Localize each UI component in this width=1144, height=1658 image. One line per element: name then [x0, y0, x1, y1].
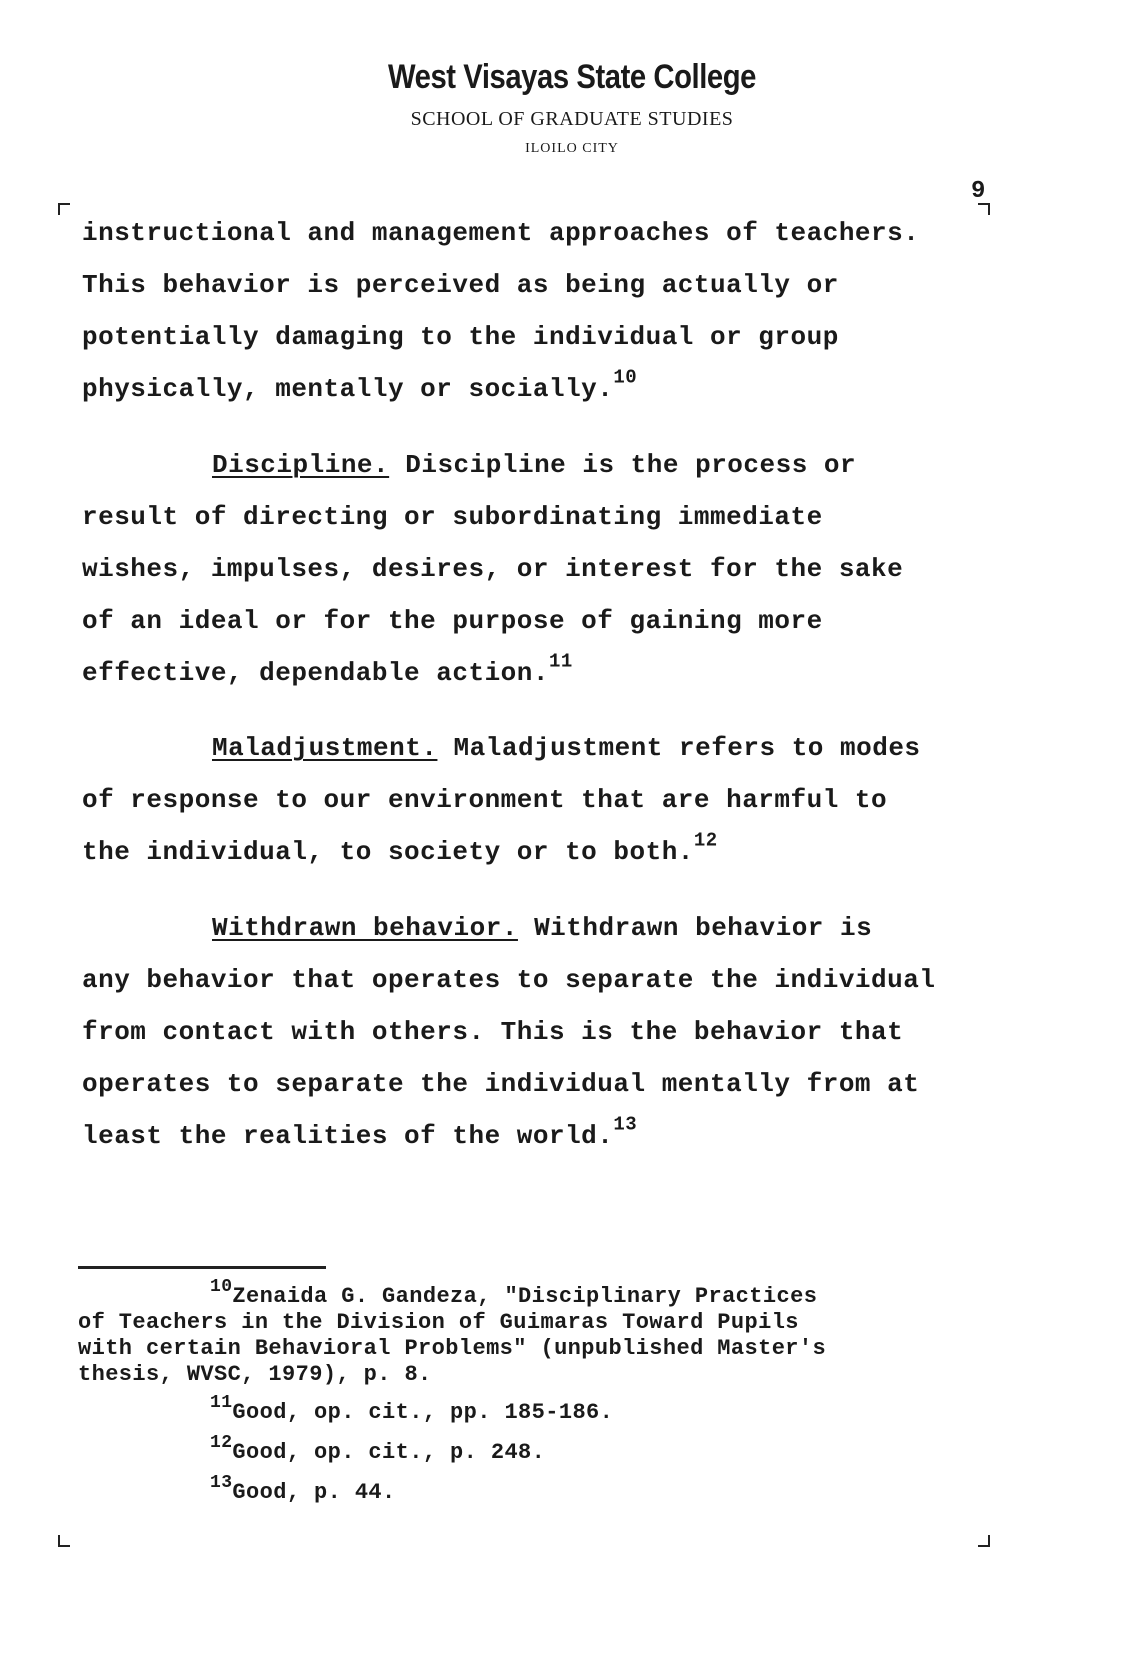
body-line: any behavior that operates to separate the individual — [82, 965, 936, 995]
body-line: from contact with others. This is the behavior that — [82, 1017, 904, 1047]
crop-mark-top-left — [58, 203, 70, 215]
footnote-ref: 12 — [693, 829, 718, 852]
footnote-11: $^{11}$Good, op. cit., pp. 185-186. — [210, 1393, 614, 1425]
school-name: SCHOOL OF GRADUATE STUDIES — [410, 108, 734, 130]
body-line: This behavior is perceived as being actually or — [82, 270, 839, 300]
footnote-ref: 10 — [613, 366, 638, 389]
body-line: instructional and management approaches of teachers. — [82, 218, 920, 248]
footnote-ref: 13 — [613, 1113, 638, 1136]
footnote-line: with certain Behavioral Problems" (unpublished Master's — [78, 1336, 827, 1361]
body-line: least the realities of the world.$^{13}$ — [82, 1113, 638, 1151]
footnote-line: of Teachers in the Division of Guimaras Toward Pupils — [78, 1310, 799, 1335]
body-line: result of directing or subordinating immediate — [82, 502, 823, 532]
term-heading-withdrawn-behavior: Withdrawn behavior. — [212, 913, 518, 943]
body-line: operates to separate the individual mentally from at — [82, 1069, 920, 1099]
footnote-divider — [78, 1266, 326, 1269]
footnote-10: $^{10}$Zenaida G. Gandeza, "Disciplinary Practices — [210, 1277, 818, 1309]
body-line: Maladjustment. Maladjustment refers to modes — [212, 733, 921, 763]
city-name: ILOILO CITY — [525, 141, 619, 156]
body-line: Discipline. Discipline is the process or — [212, 450, 857, 480]
crop-mark-bottom-right — [978, 1535, 990, 1547]
body-line: wishes, impulses, desires, or interest for the sake — [82, 554, 904, 584]
body-line: Withdrawn behavior. Withdrawn behavior is — [212, 913, 873, 943]
footnote-13: $^{13}$Good, p. 44. — [210, 1473, 396, 1505]
body-line: effective, dependable action.$^{11}$ — [82, 650, 573, 688]
institution-name: West Visayas State College — [387, 58, 757, 96]
footnote-ref: 11 — [548, 650, 573, 673]
page-number: 9 — [971, 178, 986, 205]
body-line: the individual, to society or to both.$^{12}$ — [82, 829, 718, 867]
body-line: physically, mentally or socially.$^{10}$ — [82, 366, 638, 404]
crop-mark-bottom-left — [58, 1535, 70, 1547]
term-heading-discipline: Discipline. — [212, 450, 390, 480]
body-line: of response to our environment that are harmful to — [82, 785, 888, 815]
footnote-12: $^{12}$Good, op. cit., p. 248. — [210, 1433, 546, 1465]
footnote-line: thesis, WVSC, 1979), p. 8. — [78, 1362, 432, 1387]
body-line: of an ideal or for the purpose of gaining more — [82, 606, 823, 636]
body-line: potentially damaging to the individual or group — [82, 322, 839, 352]
term-heading-maladjustment: Maladjustment. — [212, 733, 438, 763]
